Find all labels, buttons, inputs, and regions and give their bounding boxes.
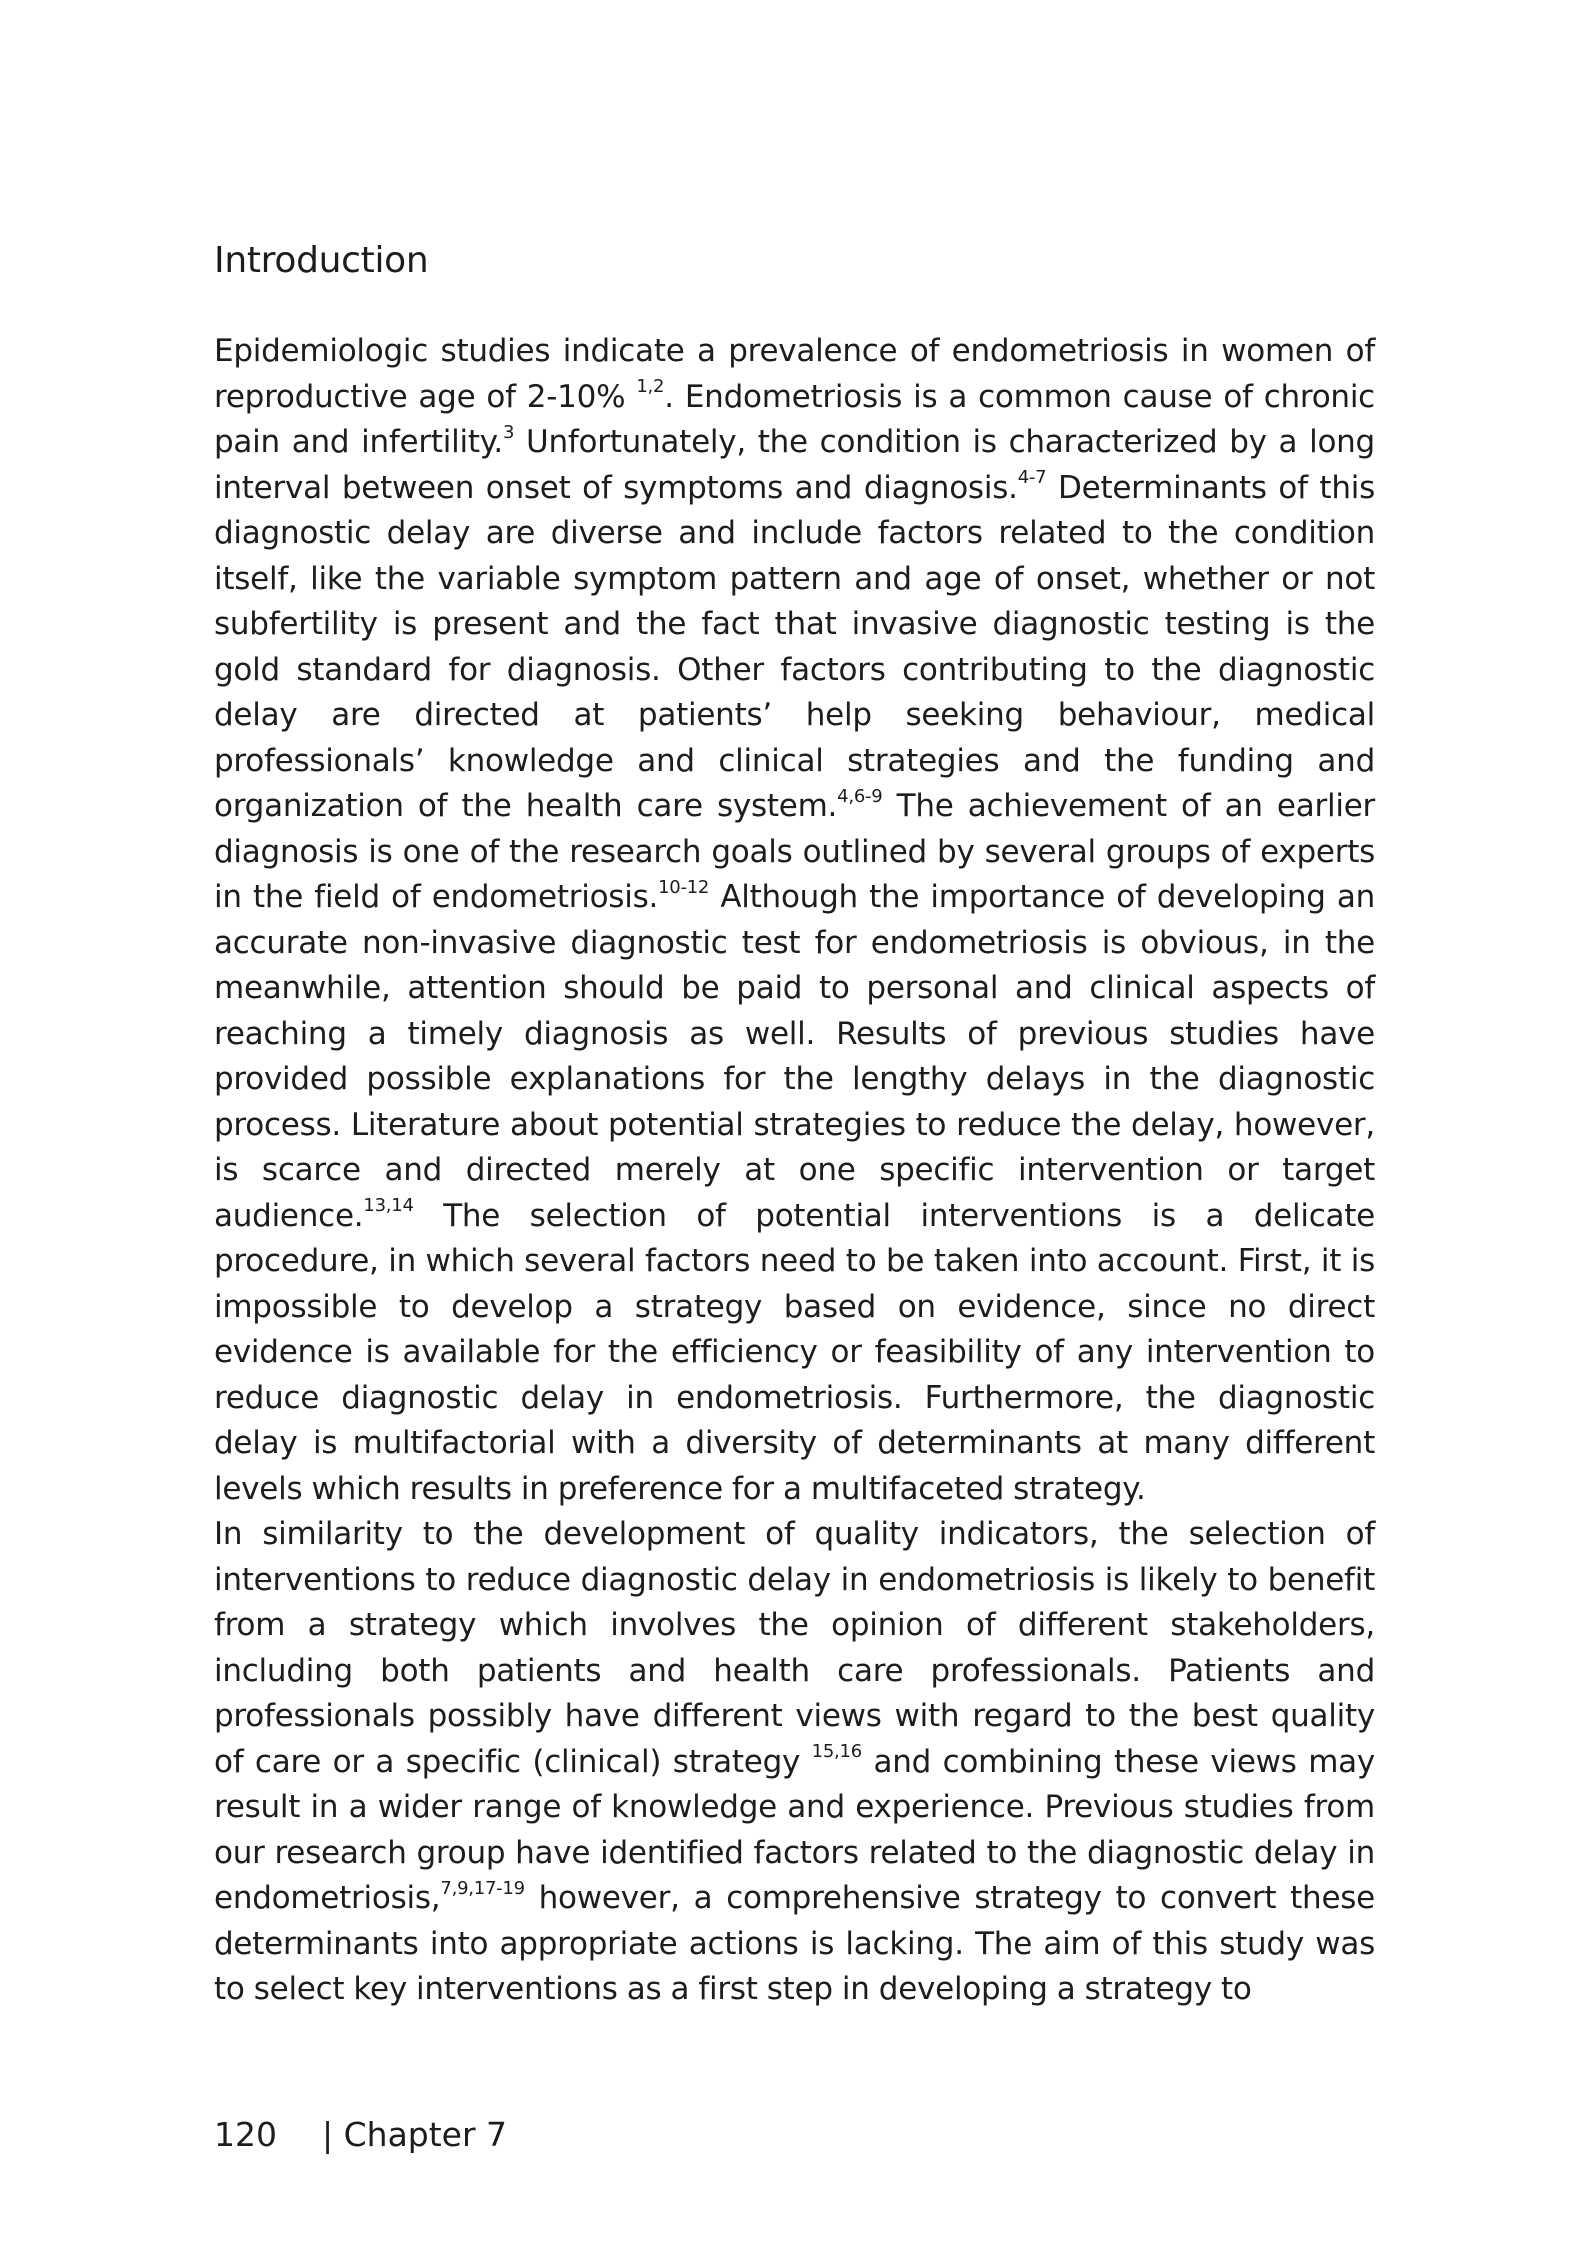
section-heading: Introduction <box>214 240 429 281</box>
citation-superscript: 1,2 <box>636 376 665 398</box>
chapter-label: | Chapter 7 <box>322 2115 508 2154</box>
citation-superscript: 4,6-9 <box>837 785 883 807</box>
paragraph-text: and combining these views may result in a wider range of knowledge and experience. Previous studies from our research group have identified factors related to the diagnostic delay in endometriosis, <box>214 1743 1375 1916</box>
citation-superscript: 15,16 <box>811 1741 862 1763</box>
paragraph-text: Epidemiologic studies indicate a prevalence of endometriosis in women of reproductive age of 2-10% <box>214 333 1375 415</box>
paragraph-text: Determinants of this diagnostic delay are diverse and include factors related to the condition itself, like the variable symptom pattern and age of onset, whether or not subfertility is present and the fact that invasive diagnostic testing is the gold standard for diagnosis. Other factors contributing to the diagnostic delay are directed at patients’ help seeking behaviour, medical professionals’ knowledge and clinical strategies and the funding and organization of the health care system. <box>214 469 1375 824</box>
citation-superscript: 4-7 <box>1017 467 1047 489</box>
body-paragraph <box>214 1512 1375 2013</box>
page-footer <box>214 2113 507 2157</box>
paragraph-text: Although the importance of developing an accurate non-invasive diagnostic test for endometriosis is obvious, in the meanwhile, attention should be paid to personal and clinical aspects of reaching a timely diagnosis as well. Results of previous studies have provided possible explanations for the lengthy delays in the diagnostic process. Literature about potential strategies to reduce the delay, however, is scarce and directed merely at one specific intervention or target audience. <box>214 879 1376 1234</box>
citation-superscript: 13,14 <box>363 1195 414 1217</box>
citation-superscript: 10-12 <box>658 876 710 898</box>
paragraph-text: however, a comprehensive strategy to convert these determinants into appropriate actions is lacking. The aim of this study was to select key interventions as a first step in developing a strategy to <box>214 1880 1375 2007</box>
paragraph-text: The achievement of an earlier diagnosis is one of the research goals outlined by several groups of experts in the field of endometriosis. <box>214 788 1376 915</box>
paragraph-text: Unfortunately, the condition is characterized by a long interval between onset of symptoms and diagnosis. <box>214 424 1375 506</box>
citation-superscript: 3 <box>503 421 515 443</box>
page-number: 120 <box>214 2115 277 2154</box>
body-paragraph <box>214 329 1375 1512</box>
paragraph-text: The selection of potential interventions is a delicate procedure, in which several factors need to be taken into account. First, it is impossible to develop a strategy based on evidence, since no direct evidence is available for the efficiency or feasibility of any intervention to reduce diagnostic delay in endometriosis. Furthermore, the diagnostic delay is multifactorial with a diversity of determinants at many different levels which results in preference for a multifaceted strategy. <box>214 1197 1375 1507</box>
paragraph-text: In similarity to the development of quality indicators, the selection of interventions to reduce diagnostic delay in endometriosis is likely to benefit from a strategy which involves the opinion of different stakeholders, including both patients and health care professionals. Patients and professionals possibly have different views with regard to the best quality of care or a specific (clinical) strategy <box>214 1516 1375 1780</box>
paragraph-text: . Endometriosis is a common cause of chronic pain and infertility. <box>214 378 1375 460</box>
citation-superscript: 7,9,17-19 <box>440 1877 525 1899</box>
